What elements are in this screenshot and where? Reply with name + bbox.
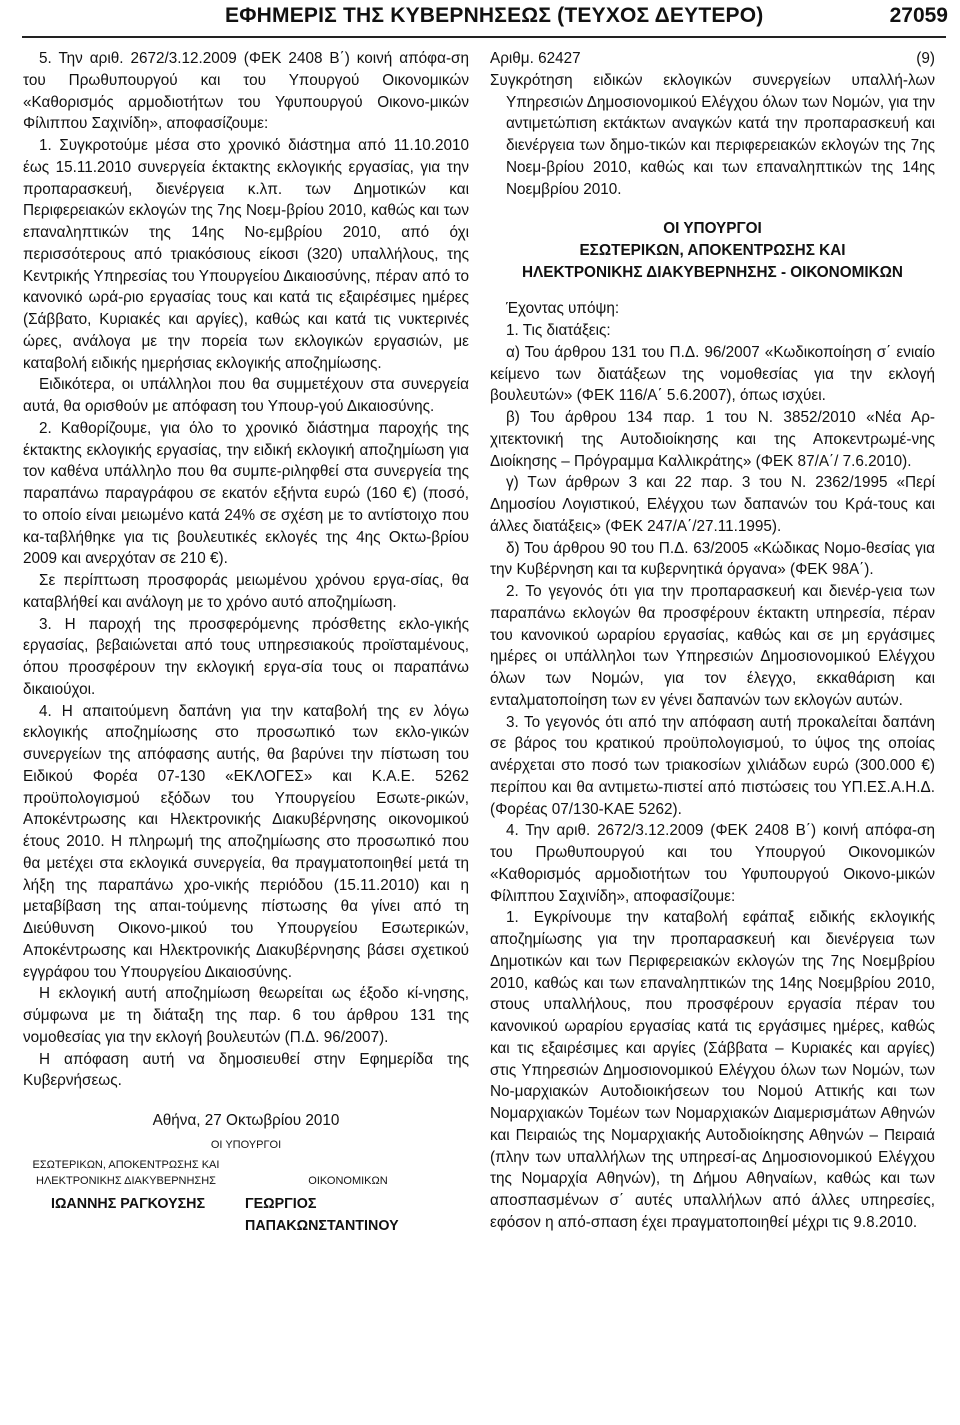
left-column [23, 48, 469, 1234]
paragraph: Ειδικότερα, οι υπάλληλοι που θα συμμετέχουν στα συνεργεία αυτά, θα ορισθούν με απόφαση του Υπουρ-γού Δικαιοσύνης. [23, 376, 469, 415]
paragraph: Η εκλογική αυτή αποζημίωση θεωρείται ως έξοδο κί-νησης, σύμφωνα με τη διάταξη της παρ. 6 του άρθρου 131 της νομοθεσίας για την εκλογή βουλευτών (Π.Δ. 96/2007). [23, 985, 469, 1046]
paragraph: Σε περίπτωση προσφοράς μειωμένου χρόνου εργα-σίας, θα καταβλήθεί και ανάλογη με το χρόνο αυτό αποζημίωση. [23, 572, 469, 611]
document-ref: (9) [916, 50, 935, 67]
right-column [490, 48, 935, 1234]
paragraph: 2. Καθορίζουμε, για όλο το χρονικό διάστημα παροχής της έκτακτης εκλογικής εργασίας, την ειδική εκλογική αποζημίωση για τον καθένα υπάλληλο που θα συμπε-ριληφθεί στα συνεργεία της παραπάνω παραγράφου σε εκατόν εξήντα ευρώ (160 €) (ποσό, το οποίο είναι μειωμένο κατά 24% σε σχέση με το αντίστοιχο που κα-ταβλήθηκε για τις βουλευτικές εκλογές της 4ης Οκτω-βρίου 2009 και ανερχόταν σε 210 €). [23, 419, 469, 568]
page-number: 27059 [889, 4, 948, 27]
signature-ministry-1-line-2: ΗΛΕΚΤΡΟΝΙΚΗΣ ΔΙΑΚΥΒΕΡΝΗΣΗΣ [36, 1175, 216, 1187]
paragraph: β) Του άρθρου 134 παρ. 1 του Ν. 3852/2010 «Νέα Αρ-χιτεκτονική της Αυτοδιοίκησης και της Αποκεντρωμέ-νης Διοίκησης – Πρόγραμμα Καλλικράτης» (ΦΕΚ 87/Α΄/ 7.6.2010). [490, 409, 935, 470]
paragraph: 5. Την αριθ. 2672/3.12.2009 (ΦΕΚ 2408 Β΄) κοινή απόφα-ση του Πρωθυπουργού και του Υπουργού Οικονομικών «Καθορισμός αρμοδιοτήτων του Υφυπουργού Οικονο-μικών Φίλιππου Σαχινίδη», αποφασίζουμε: [23, 50, 469, 133]
paragraph: 4. Η απαιτούμενη δαπάνη για την καταβολή της εν λόγω εκλογικής αποζημίωσης στο προσωπικό των εκλο-γικών συνεργείων της απόφασης αυτής, θα βαρύνει την πίστωση του Ειδικού Φορέα 07-130 «ΕΚΛΟΓΕΣ» και Κ.Α.Ε. 5262 προϋπολογισμού εξόδων του Υπουργείου Εσωτε-ρικών, Αποκέντρωσης και Ηλεκτρονικής Διακυβέρνησης οικονομικού έτους 2010. Η πληρωμή της αποζημίωσης στο προσωπικό που θα μετέχει στα εκλογικά συνεργεία, θα πραγματοποιηθεί μετά τη λήξη της παραπάνω χρο-νικής περιόδου (15.11.2010) και η μεταβίβαση της απαι-τούμενης πίστωσης θα γίνει από τη Διεύθυνση Οικονο-μικού του Υπουργείου Εσωτερικών, Αποκέντρωσης και Ηλεκτρονικής Διακυβέρνησης βάσει σχετικού εγγράφου του Υπουργείου Δικαιοσύνης. [23, 702, 469, 981]
paragraph: 1. Εγκρίνουμε την καταβολή εφάπαξ ειδικής εκλογικής αποζημίωσης για την προπαρασκευή και διενέργεια των Δημοτικών και των Περιφερειακών εκλογών της 7ης Νοεμβρίου 2010, καθώς και των επαναληπτικών της 14ης Νοεμβρίου 2010, στους υπαλλήλους, που προσφέρουν εργασία πέραν του κανονικού ωραρίου εργασίας κατά τις εργάσιμες ημέρες, καθώς και τις εξαιρέσιμες και αργίες (Σάββατα – Κυριακές και αργίες) στις Υπηρεσιών Δημοσιονομικού Ελέγχου όλων των Νομών, των Νο-μαρχιακών Αυτοδιοικήσεων του Νομού Αττικής και των Νομαρχιακών Τομέων των Νομαρχιακών Διαμερισμάτων Αθηνών και Πειραιώς της Νομαρχιακής Αυτοδιοίκησης Αθηνών – Πειραιά (πλην των υπαλλήλων της υπηρεσί-ας Δημοσιονομικού Ελέγχου της Νομαρχία Αθηνών), τη Δήμου Αθηναίων, καθώς και των αποσπασμένων σ΄ αυτές υπαλλήλων από άλλες υπηρεσίες, εφόσον η από-σπαση έχει πραγματοποιηθεί μέχρι τις 9.8.2010. [490, 909, 935, 1231]
ministers-line: ΕΣΩΤΕΡΙΚΩΝ, ΑΠΟΚΕΝΤΡΩΣΗΣ ΚΑΙ [579, 242, 846, 260]
signature-ministry-1-line-1: ΕΣΩΤΕΡΙΚΩΝ, ΑΠΟΚΕΝΤΡΩΣΗΣ ΚΑΙ [32, 1159, 220, 1171]
paragraph: 3. Το γεγονός ότι από την απόφαση αυτή προκαλείται δαπάνη σε βάρος του κρατικού προϋπολογισμού, το ύψος της οποίας ανέρχεται στο ποσό των τριακοσίων χιλιάδων ευρώ (300.000 €) περίπου και θα αντιμετω-πιστεί από πιστώσεις του ΥΠ.ΕΣ.Α.Η.Δ. (Φορέας 07/130-ΚΑΕ 5262). [490, 713, 935, 818]
signature-name-2: ΓΕΩΡΓΙΟΣ ΠΑΠΑΚΩΝΣΤΑΝΤΙΝΟΥ [245, 1196, 399, 1234]
signature-block [23, 1092, 469, 1234]
paragraph: 1. Τις διατάξεις: [506, 322, 611, 339]
paragraph: α) Του άρθρου 131 του Π.Δ. 96/2007 «Κωδικοποίηση σ΄ ενιαίο κείμενο των διατάξεων της νομοθεσίας για την εκλογή βουλευτών» (ΦΕΚ 116/Α΄ 5.6.2007), όπως ισχύει. [490, 343, 935, 405]
paragraph: 1. Συγκροτούμε μέσα στο χρονικό διάστημα από 11.10.2010 έως 15.11.2010 συνεργεία έκτακτης εκλογικής εργασίας, για την προπαρασκευή, διενέργεια κ.λπ. των Δημοτικών και Περιφερειακών εκλογών της 7ης Νοεμ-βρίου 2010, καθώς και των επαναληπτικών της 14ης Νο-εμβρίου 2010, από όχι περισσότερους από τριακόσιους είκοσι (320) υπαλλήλους, της Κεντρικής Υπηρεσίας του Υπουργείου Δικαιοσύνης, πέραν από το κανονικό ωρά-ριο εργασίας τους και κατά τις εξαιρέσιμες ημέρες (Σάββατο, Κυριακές και αργίες), καθώς και κατά τις νυκτερινές ώρες, ανάλογα με την πορεία των εκλογικών εργασιών, με καταβολή ειδικής ημερήσιας εκλογικής αποζημίωσης. [23, 137, 469, 372]
place-date: Αθήνα, 27 Οκτωβρίου 2010 [152, 1112, 340, 1129]
gazette-title: ΕΦΗΜΕΡΙΣ ΤΗΣ ΚΥΒΕΡΝΗΣΕΩΣ (ΤΕΥΧΟΣ ΔΕΥΤΕΡΟ) [225, 4, 764, 27]
document-number: Αριθμ. 62427 [490, 50, 581, 67]
ministers-heading [490, 218, 935, 284]
paragraph: Η απόφαση αυτή να δημοσιευθεί στην Εφημερίδα της Κυβερνήσεως. [23, 1050, 469, 1090]
paragraph: γ) Των άρθρων 3 και 22 παρ. 3 του Ν. 2362/1995 «Περί Δημοσίου Λογιστικού, Ελέγχου των δαπανών του Κρά-τους και άλλες διατάξεις» (ΦΕΚ 247/Α΄/27.11.1995). [490, 474, 935, 535]
paragraph: δ) Του άρθρου 90 του Π.Δ. 63/2005 «Κώδικας Νομο-θεσίας για την Κυβέρνηση και τα κυβερνητικά όργανα» (ΦΕΚ 98Α΄). [490, 539, 935, 579]
header-rule [22, 36, 946, 38]
document-title: Συγκρότηση ειδικών εκλογικών συνεργείων υπαλλή-λων Υπηρεσιών Δημοσιονομικού Ελέγχου όλων των Νομών, για την αντιμετώπιση εκτάκτων αναγκών κατά την προπαρασκευή και διενέργεια των δημο-τικών και περιφερειακών εκλογών της 7ης Νοεμ-βρίου 2010, καθώς και των επαναληπτικών της 14ης Νοεμβρίου 2010. [490, 71, 935, 198]
page-header [0, 0, 960, 32]
document-heading [490, 48, 935, 70]
signature-ministers: ΟΙ ΥΠΟΥΡΓΟΙ [210, 1139, 282, 1151]
paragraph: 4. Την αριθ. 2672/3.12.2009 (ΦΕΚ 2408 Β΄) κοινή απόφα-ση του Πρωθυπουργού και του Υπουργού Οικονομικών «Καθορισμός αρμοδιοτήτων του Υφυπουργού Οικονο-μικών Φίλιππου Σαχινίδη», αποφασίζουμε: [490, 822, 935, 905]
signature-name-1: ΙΩΑΝΝΗΣ ΡΑΓΚΟΥΣΗΣ [51, 1196, 206, 1212]
paragraph: 2. Το γεγονός ότι για την προπαρασκευή και διενέρ-γεια των παραπάνω εκλογών θα προσφέρουν έκτακτη υπηρεσία, πέραν του κανονικού ωραρίου εργασίας, καθώς και σε μη εργάσιμες ημέρες οι υπάλληλοι των Υπηρεσιών Δημοσιονομικού Ελέγχου όλων των Νομών, για τον έλεγχο, εκκαθάριση και ενταλματοποίηση των εν γένει δαπανών των εκλογών αυτών. [490, 583, 935, 709]
ministers-line: ΟΙ ΥΠΟΥΡΓΟΙ [663, 220, 762, 238]
paragraph: Έχοντας υπόψη: [506, 300, 620, 318]
signature-ministry-2: ΟΙΚΟΝΟΜΙΚΩΝ [308, 1175, 388, 1187]
paragraph: 3. Η παροχή της προσφερόμενης πρόσθετης εκλο-γικής εργασίας, βεβαιώνεται από τους υπηρεσιακούς προϊσταμένους, όπου προσφέρουν την εκλογική εργα-σία τους οι παραπάνω δικαιούχοι. [23, 615, 469, 698]
ministers-line: ΗΛΕΚΤΡΟΝΙΚΗΣ ΔΙΑΚΥΒΕΡΝΗΣΗΣ - ΟΙΚΟΝΟΜΙΚΩΝ [522, 264, 903, 282]
